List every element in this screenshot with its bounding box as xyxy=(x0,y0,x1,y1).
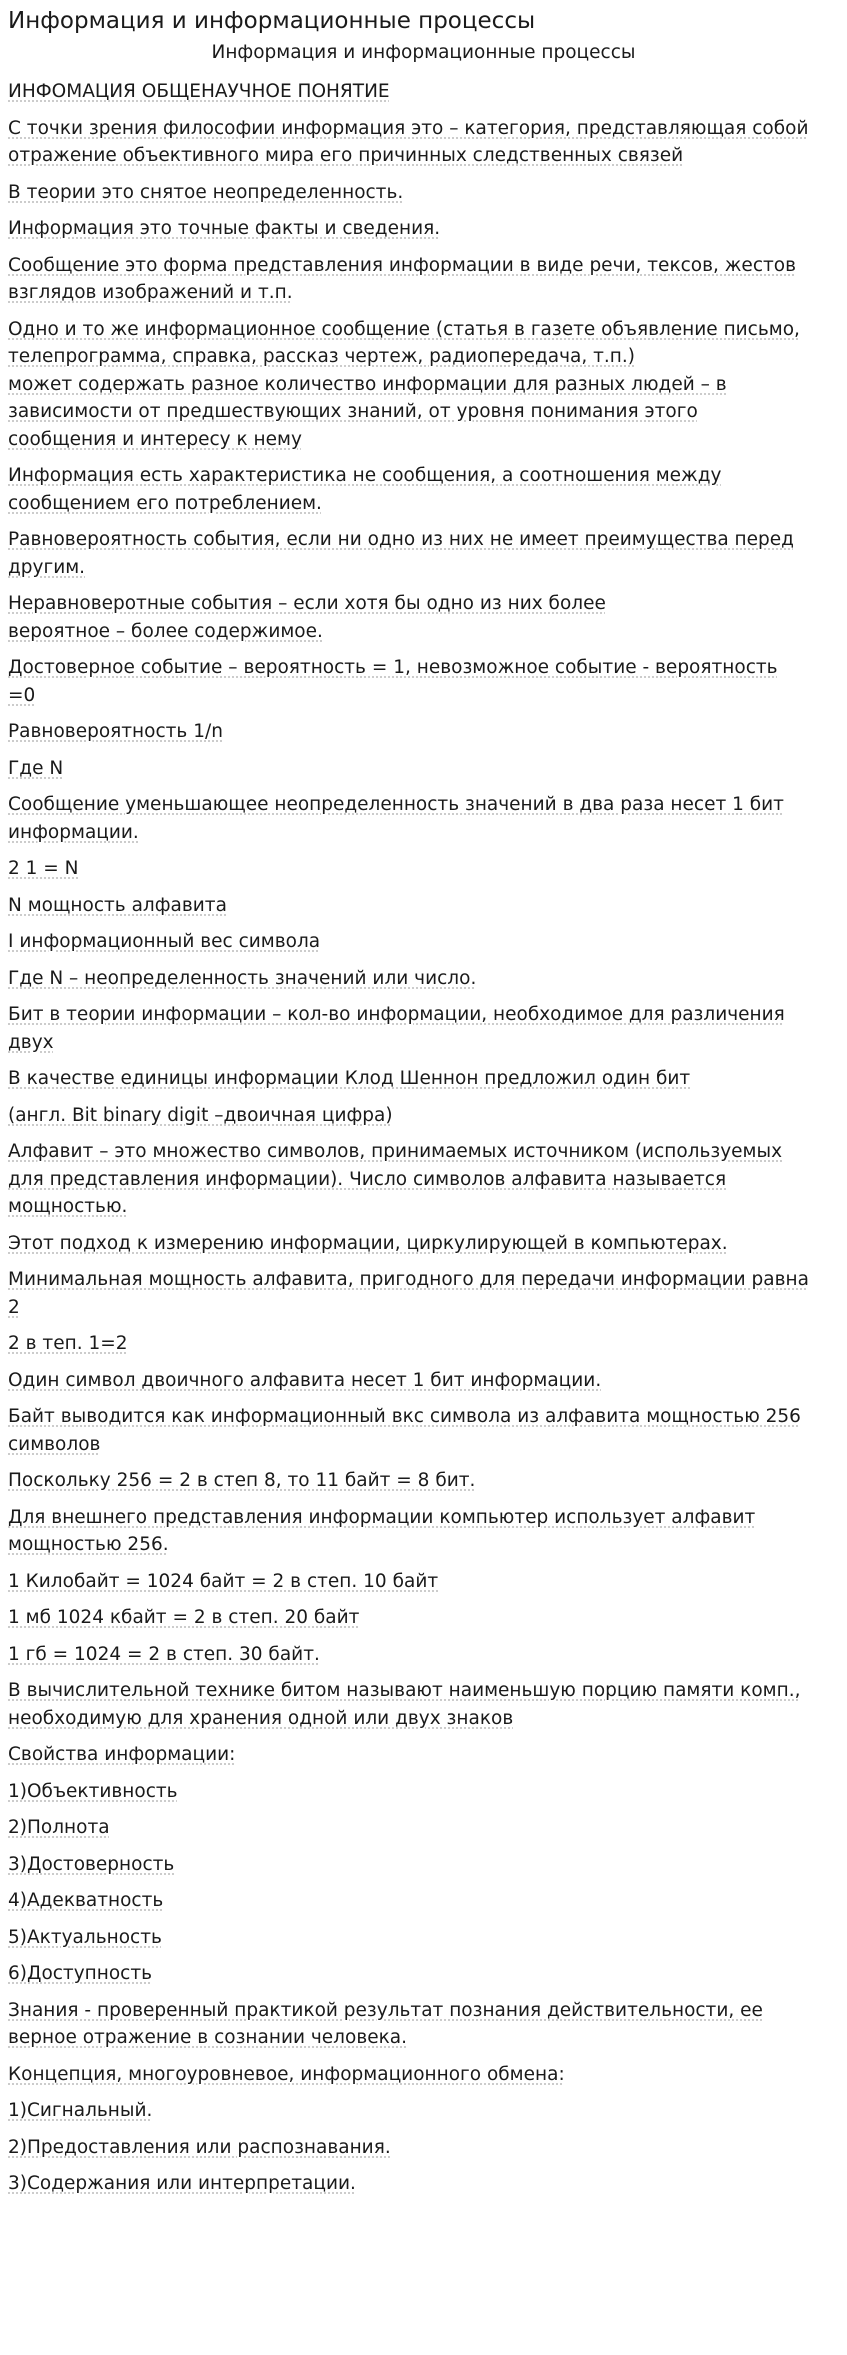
paragraph: В теории это снятое неопределенность. xyxy=(8,181,404,203)
list-item: 5)Актуальность xyxy=(8,1926,162,1948)
paragraph: Достоверное событие – вероятность = 1, невозможное событие - вероятность =0 xyxy=(8,657,778,706)
list-item: 6)Доступность xyxy=(8,1963,153,1984)
paragraph: Байт выводится как информационный вкс символа из алфавита мощностью 256 символов xyxy=(8,1406,801,1455)
paragraph: Свойства информации: xyxy=(8,1744,236,1765)
list-item: 2)Предоставления или распознавания. xyxy=(8,2136,391,2158)
paragraph: Этот подход к измерению информации, циркулирующей в компьютерах. xyxy=(8,1232,728,1254)
list-item: 2)Полнота xyxy=(8,1817,110,1838)
paragraph: Равновероятность 1/n xyxy=(8,721,223,742)
paragraph: Где N xyxy=(8,757,64,779)
document-title: Информация и информационные процессы xyxy=(8,8,536,34)
paragraph: N мощность алфавита xyxy=(8,894,227,916)
paragraph: С точки зрения философии информация это – категория, представляющая собой отражение объективного мира его причинных следственных связей xyxy=(8,117,809,166)
paragraph: 2 в теп. 1=2 xyxy=(8,1333,128,1354)
paragraph: Неравноверотные события – если хотя бы одно из них более вероятное – более содержимое. xyxy=(8,593,606,642)
paragraph: (англ. Bit binary digit –двоичная цифра) xyxy=(8,1104,393,1126)
paragraph: Один символ двоичного алфавита несет 1 бит информации. xyxy=(8,1369,602,1391)
list-item: 1)Объективность xyxy=(8,1780,178,1802)
paragraph: Для внешнего представления информации компьютер использует алфавит мощностью 256. xyxy=(8,1506,756,1555)
paragraph: Знания - проверенный практикой результат познания действительности, ее верное отражение в сознании человека. xyxy=(8,1999,763,2048)
paragraph: Концепция, многоуровневое, информационного обмена: xyxy=(8,2063,565,2085)
list-item: 4)Адекватность xyxy=(8,1890,164,1911)
paragraph: 1 гб = 1024 = 2 в степ. 30 байт. xyxy=(8,1643,320,1665)
list-item: 3)Содержания или интерпретации. xyxy=(8,2173,356,2194)
paragraph: Равновероятность события, если ни одно из них не имеет преимущества перед другим. xyxy=(8,529,794,578)
paragraph: I информационный вес символа xyxy=(8,931,321,952)
paragraph: Одно и то же информационное сообщение (статья в газете объявление письмо, телепрограмма, справка, рассказ чертеж, радиопередача, т.п.) может содержать разное количество информации для разных людей – в зависимости от предшествующих знаний, от уровня понимания этого сообщения и интересу к нему xyxy=(8,318,800,450)
paragraph: Поскольку 256 = 2 в степ 8, то 11 байт = 8 бит. xyxy=(8,1470,476,1491)
paragraph: 2 1 = N xyxy=(8,858,79,879)
paragraph: ИНФОМАЦИЯ ОБЩЕНАУЧНОЕ ПОНЯТИЕ xyxy=(8,81,390,102)
list-item: 1)Сигнальный. xyxy=(8,2100,153,2121)
paragraph: Бит в теории информации – кол-во информации, необходимое для различения двух xyxy=(8,1004,785,1053)
document-subtitle: Информация и информационные процессы xyxy=(211,42,636,63)
paragraph: Информация есть характеристика не сообщения, а соотношения между сообщением его потреблением. xyxy=(8,465,722,514)
paragraph: Сообщение уменьшающее неопределенность значений в два раза несет 1 бит информации. xyxy=(8,794,784,843)
paragraph: Алфавит – это множество символов, принимаемых источником (используемых для представления информации). Число символов алфавита называется мощностью. xyxy=(8,1141,783,1217)
paragraph: Где N – неопределенность значений или число. xyxy=(8,967,477,989)
list-item: 3)Достоверность xyxy=(8,1853,175,1875)
paragraph: 1 мб 1024 кбайт = 2 в степ. 20 байт xyxy=(8,1607,360,1628)
paragraph: Минимальная мощность алфавита, пригодного для передачи информации равна 2 xyxy=(8,1269,809,1318)
paragraph: Информация это точные факты и сведения. xyxy=(8,218,441,239)
paragraph: Сообщение это форма представления информации в виде речи, тексов, жестов взглядов изображений и т.п. xyxy=(8,254,796,303)
paragraph: 1 Килобайт = 1024 байт = 2 в степ. 10 байт xyxy=(8,1570,439,1592)
paragraph: В вычислительной технике битом называют наименьшую порцию памяти комп., необходимую для хранения одной или двух знаков xyxy=(8,1680,801,1729)
paragraph: В качестве единицы информации Клод Шеннон предложил один бит xyxy=(8,1068,691,1089)
